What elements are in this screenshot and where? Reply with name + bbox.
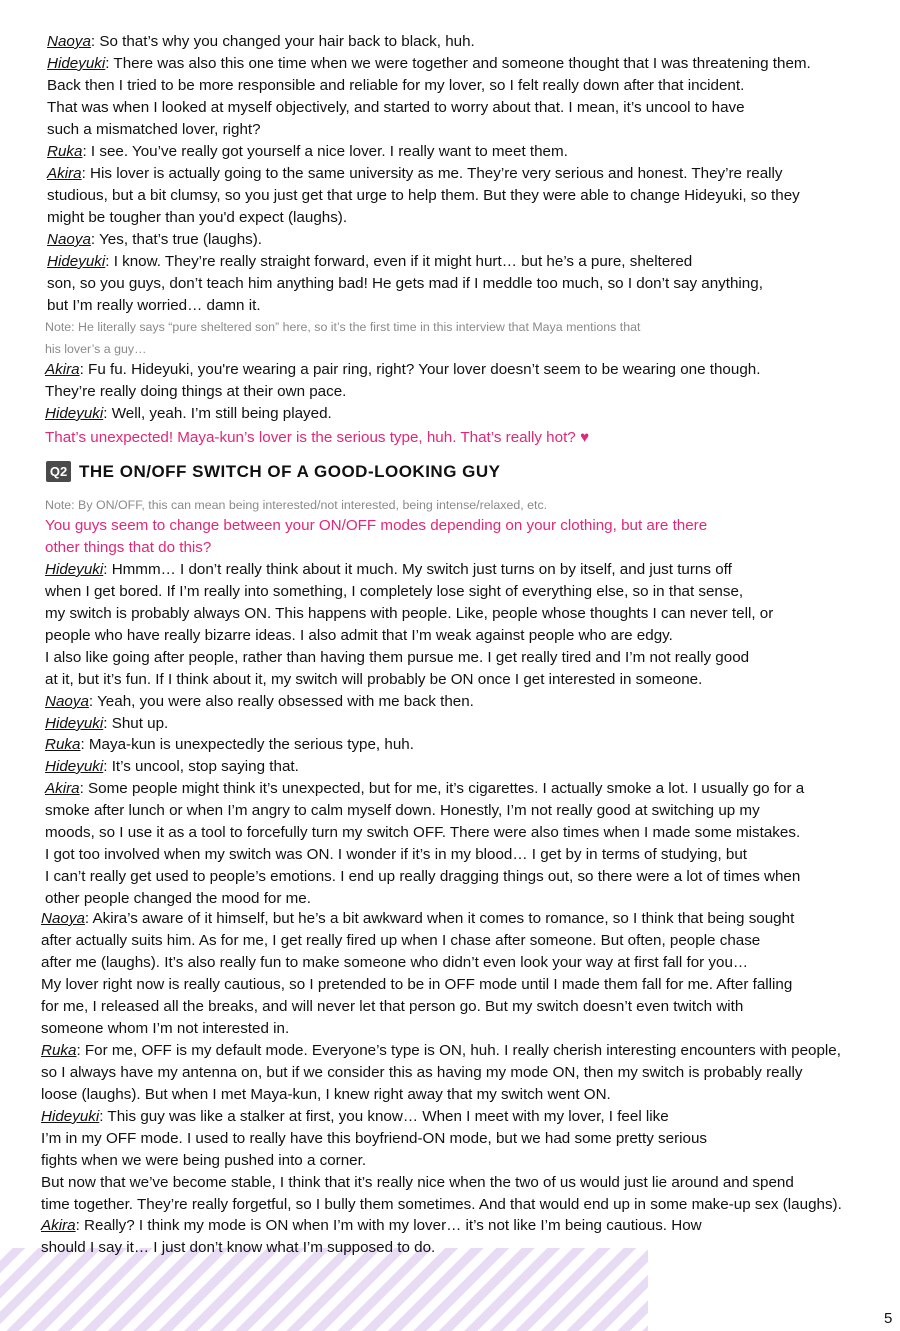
text-line (41, 1106, 669, 1128)
text-line (45, 691, 474, 713)
line-text: fights when we were being pushed into a corner. (41, 1152, 367, 1169)
line-text: : For me, OFF is my default mode. Everyone’s type is ON, huh. I really cherish interesting encounters with people, (76, 1042, 841, 1059)
line-text: But now that we’ve become stable, I think that it’s really nice when the two of us would just lie around and spend (41, 1174, 794, 1191)
text-line (45, 427, 589, 449)
text-line (47, 207, 347, 229)
line-text: I can’t really get used to people’s emotions. I end up really dragging things out, so there were a lot of times when (45, 868, 801, 885)
speaker-name: Ruka (45, 736, 81, 753)
line-text: for me, I released all the breaks, and will never let that person go. But my switch doesn’t even twitch with (41, 998, 744, 1015)
line-text: That’s unexpected! Maya-kun’s lover is the serious type, huh. That’s really hot? (45, 429, 580, 446)
speaker-name: Ruka (47, 143, 83, 160)
line-text: : Fu fu. Hideyuki, you're wearing a pair ring, right? Your lover doesn’t seem to be wearing one though. (79, 361, 761, 378)
text-line (47, 53, 811, 75)
text-line (41, 1215, 702, 1237)
text-line (45, 403, 332, 425)
text-line (45, 381, 346, 403)
text-line (45, 866, 800, 888)
line-text: my switch is probably always ON. This happens with people. Like, people whose thoughts I can never tell, or (45, 605, 774, 622)
line-text: You guys seem to change between your ON/OFF modes depending on your clothing, but are there (45, 517, 708, 534)
heart-icon: ♥ (579, 429, 589, 446)
text-line (47, 229, 262, 251)
text-line (47, 295, 261, 317)
line-text: : So that’s why you changed your hair back to black, huh. (90, 33, 475, 50)
line-text: : There was also this one time when we were together and someone thought that I was threatening them. (105, 55, 811, 72)
text-line (45, 316, 640, 338)
text-line (41, 974, 792, 996)
line-text: : I see. You’ve really got yourself a nice lover. I really want to meet them. (82, 143, 568, 160)
speaker-name: Akira (47, 165, 82, 182)
text-line (41, 1150, 366, 1172)
text-line (47, 163, 783, 185)
text-line (45, 669, 702, 691)
speaker-name: Hideyuki (45, 715, 104, 732)
text-line (41, 930, 760, 952)
text-line (45, 822, 800, 844)
text-line (47, 97, 745, 119)
text-line (45, 494, 547, 516)
line-text: Back then I tried to be more responsible and reliable for my lover, so I felt really down after that incident. (47, 77, 745, 94)
line-text: : Maya-kun is unexpectedly the serious type, huh. (80, 736, 414, 753)
speaker-name: Hideyuki (45, 758, 104, 775)
text-line (41, 1128, 707, 1150)
line-text: : This guy was like a stalker at first, you know… When I meet with my lover, I feel like (99, 1108, 669, 1125)
line-text: : His lover is actually going to the same university as me. They’re very serious and honest. They’re really (81, 165, 783, 182)
text-line (45, 625, 673, 647)
line-text: smoke after lunch or when I’m angry to calm myself down. Honestly, I’m not really good at switching up my (45, 802, 760, 819)
speaker-name: Hideyuki (47, 55, 106, 72)
line-text: That was when I looked at myself objectively, and started to worry about that. I mean, it’s uncool to have (47, 99, 745, 116)
speaker-name: Naoya (47, 231, 91, 248)
line-text: Note: By ON/OFF, this can mean being interested/not interested, being intense/relaxed, etc. (45, 498, 548, 512)
line-text: They’re really doing things at their own pace. (45, 383, 347, 400)
text-line (41, 952, 748, 974)
line-text: : Well, yeah. I’m still being played. (103, 405, 332, 422)
line-text: should I say it… I just don’t know what I’m supposed to do. (41, 1239, 436, 1256)
line-text: I also like going after people, rather than having them pursue me. I get really tired and I’m not really good (45, 649, 750, 666)
line-text: : Really? I think my mode is ON when I’m with my lover… it’s not like I’m being cautious. How (75, 1217, 702, 1234)
line-text: : I know. They’re really straight forward, even if it might hurt… but he’s a pure, sheltered (105, 253, 693, 270)
speaker-name: Hideyuki (41, 1108, 100, 1125)
line-text: other people changed the mood for me. (45, 890, 311, 907)
section-title: THE ON/OFF SWITCH OF A GOOD-LOOKING GUY (79, 462, 501, 481)
line-text: : Akira’s aware of it himself, but he’s a bit awkward when it comes to romance, so I think that being sought (84, 910, 795, 927)
speaker-name: Akira (45, 361, 80, 378)
line-text: son, so you guys, don’t teach him anything bad! He gets mad if I meddle too much, so I don’t say anything, (47, 275, 763, 292)
page-number: 5 (884, 1310, 893, 1327)
line-text: might be tougher than you'd expect (laughs). (47, 209, 348, 226)
text-line (41, 1040, 841, 1062)
text-line (41, 1172, 794, 1194)
text-line (45, 515, 707, 537)
text-line (45, 800, 760, 822)
speaker-name: Hideyuki (45, 405, 104, 422)
line-text: such a mismatched lover, right? (47, 121, 261, 138)
text-line (41, 1237, 435, 1259)
text-line (41, 1018, 289, 1040)
text-line (45, 844, 747, 866)
line-text: his lover’s a guy… (45, 342, 147, 356)
speaker-name: Akira (45, 780, 80, 797)
text-line (41, 1194, 842, 1216)
text-line (45, 537, 211, 559)
line-text: someone whom I’m not interested in. (41, 1020, 290, 1037)
line-text: : Shut up. (103, 715, 169, 732)
speaker-name: Naoya (41, 910, 85, 927)
text-line (45, 559, 732, 581)
line-text: so I always have my antenna on, but if we consider this as having my mode ON, then my switch is probably really (41, 1064, 803, 1081)
text-line (41, 1062, 802, 1084)
line-text: time together. They’re really forgetful, so I bully them sometimes. And that would end up in some make-up sex (laughs). (41, 1196, 842, 1213)
speaker-name: Akira (41, 1217, 76, 1234)
text-line (45, 603, 773, 625)
line-text: studious, but a bit clumsy, so you just get that urge to help them. But they were able to change Hideyuki, so they (47, 187, 800, 204)
decorative-stripes (0, 1248, 648, 1331)
line-text: but I’m really worried… damn it. (47, 297, 261, 314)
text-line (41, 996, 743, 1018)
line-text: moods, so I use it as a tool to forcefully turn my switch OFF. There were also times when I made some mistakes. (45, 824, 801, 841)
text-line (47, 141, 568, 163)
text-line (45, 359, 760, 381)
line-text: Note: He literally says “pure sheltered son” here, so it’s the first time in this interview that Maya mentions that (45, 320, 641, 334)
line-text: I got too involved when my switch was ON. I wonder if it’s in my blood… I get by in terms of studying, but (45, 846, 748, 863)
section-badge: Q2 (46, 461, 71, 482)
text-line (45, 647, 749, 669)
line-text: after actually suits him. As for me, I get really fired up when I chase after someone. But often, people chase (41, 932, 761, 949)
speaker-name: Naoya (45, 693, 89, 710)
speaker-name: Hideyuki (45, 561, 104, 578)
text-line (47, 31, 475, 53)
text-line (45, 888, 311, 910)
speaker-name: Ruka (41, 1042, 77, 1059)
text-line (45, 713, 168, 735)
text-line (41, 908, 794, 930)
text-line (45, 778, 804, 800)
line-text: after me (laughs). It’s also really fun to make someone who didn’t even look your way at first fall for you… (41, 954, 749, 971)
text-line (41, 1084, 611, 1106)
line-text: : It’s uncool, stop saying that. (103, 758, 299, 775)
text-line (47, 185, 800, 207)
line-text: I’m in my OFF mode. I used to really have this boyfriend-ON mode, but we had some pretty serious (41, 1130, 707, 1147)
line-text: : Yeah, you were also really obsessed with me back then. (88, 693, 474, 710)
text-line (47, 273, 763, 295)
text-line (45, 338, 146, 360)
text-line (47, 119, 261, 141)
line-text: : Hmmm… I don’t really think about it much. My switch just turns on by itself, and just turns off (103, 561, 732, 578)
speaker-name: Naoya (47, 33, 91, 50)
speaker-name: Hideyuki (47, 253, 106, 270)
line-text: loose (laughs). But when I met Maya-kun, I knew right away that my switch went ON. (41, 1086, 611, 1103)
line-text: : Some people might think it’s unexpected, but for me, it’s cigarettes. I actually smoke a lot. I usually go for a (79, 780, 805, 797)
text-line (45, 734, 414, 756)
text-line (47, 75, 744, 97)
text-line (45, 756, 299, 778)
line-text: other things that do this? (45, 539, 212, 556)
line-text: at it, but it’s fun. If I think about it, my switch will probably be ON once I get interested in someone. (45, 671, 703, 688)
line-text: when I get bored. If I’m really into something, I completely lose sight of everything else, so in that sense, (45, 583, 744, 600)
text-line (47, 251, 692, 273)
line-text: : Yes, that’s true (laughs). (90, 231, 263, 248)
text-line (45, 581, 743, 603)
line-text: My lover right now is really cautious, so I pretended to be in OFF mode until I made them fall for me. After falling (41, 976, 793, 993)
line-text: people who have really bizarre ideas. I also admit that I’m weak against people who are edgy. (45, 627, 673, 644)
